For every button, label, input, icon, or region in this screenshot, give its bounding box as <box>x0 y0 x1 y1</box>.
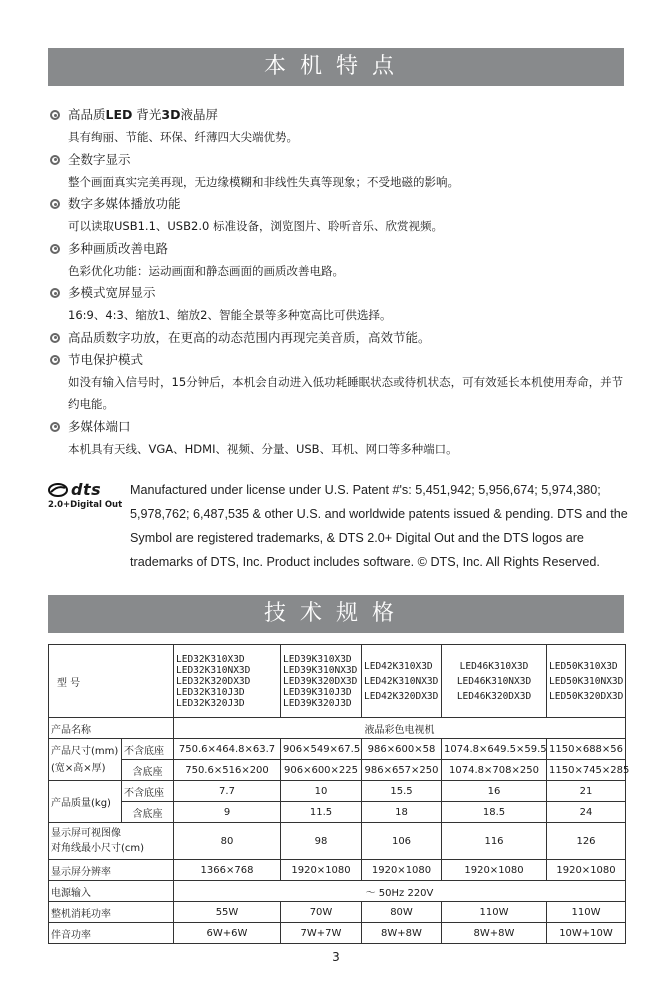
audio-value: 6W+6W <box>174 923 281 944</box>
weight-label: 产品质量(kg) <box>49 781 122 823</box>
table-row <box>49 645 626 718</box>
weight-value: 7.7 <box>174 781 281 802</box>
weight-value: 21 <box>547 781 626 802</box>
no-base-label: 不含底座 <box>122 739 174 760</box>
table-row <box>49 739 626 760</box>
spec-table <box>48 644 630 944</box>
table-row <box>49 881 626 902</box>
table-row <box>49 781 626 802</box>
table-row <box>49 760 626 781</box>
table-row <box>49 823 626 860</box>
with-base-label: 含底座 <box>122 760 174 781</box>
size-value: 986×657×250 <box>362 760 442 781</box>
feature-desc: 具有绚丽、节能、环保、纤薄四大尖端优势。 <box>68 130 298 144</box>
dts-symbol-icon <box>48 483 68 497</box>
model-cell: LED42K310X3D LED42K310NX3D LED42K320DX3D <box>362 645 442 718</box>
feature-desc: 可以读取USB1.1、USB2.0 标准设备，浏览图片、聆听音乐、欣赏视频。 <box>68 219 443 233</box>
audio-label: 伴音功率 <box>49 923 174 944</box>
resolution-value: 1920×1080 <box>281 860 362 881</box>
diagonal-value: 98 <box>281 823 362 860</box>
with-base-label: 含底座 <box>122 802 174 823</box>
feature-title: 节电保护模式 <box>48 349 628 371</box>
bullet-icon <box>50 333 60 343</box>
feature-desc: 如没有输入信号时，15分钟后，本机会自动进入低功耗睡眠状态或待机状态，可有效延长本机使用寿命，并节约电能。 <box>68 374 624 411</box>
resolution-value: 1920×1080 <box>362 860 442 881</box>
ac-wave-icon: ～ <box>365 887 376 899</box>
dts-logo-word: dts <box>71 480 102 499</box>
diagonal-value: 106 <box>362 823 442 860</box>
audio-value: 8W+8W <box>442 923 547 944</box>
bullet-icon <box>50 355 60 365</box>
bullet-icon <box>50 422 60 432</box>
size-value: 1074.8×649.5×59.5 <box>442 739 547 760</box>
dts-logo <box>48 480 123 510</box>
product-name-value: 液晶彩色电视机 <box>174 718 626 739</box>
model-cell: LED50K310X3D LED50K310NX3D LED50K320DX3D <box>547 645 626 718</box>
weight-value: 9 <box>174 802 281 823</box>
consumption-value: 80W <box>362 902 442 923</box>
table-row <box>49 718 626 739</box>
power-input-value: ～ 50Hz 220V <box>174 881 626 902</box>
feature-title: 高品质LED 背光3D液晶屏 <box>48 104 628 126</box>
no-base-label: 不含底座 <box>122 781 174 802</box>
model-cell: LED39K310X3D LED39K310NX3D LED39K320DX3D LED39K310J3D LED39K320J3D <box>281 645 362 718</box>
resolution-value: 1920×1080 <box>547 860 626 881</box>
diagonal-value: 80 <box>174 823 281 860</box>
audio-value: 10W+10W <box>547 923 626 944</box>
section-title-specs: 技术规格 <box>48 595 624 633</box>
resolution-value: 1366×768 <box>174 860 281 881</box>
bullet-icon <box>50 199 60 209</box>
dts-license-text: Manufactured under license under U.S. Patent #'s: 5,451,942; 5,956,674; 5,974,380; 5,978,762; 6,487,535 & other U.S. and worldwide patents issued & pending. DTS and the Symbol are registered trademarks, & DTS 2.0+ Digital Out and the DTS logos are trademarks of DTS, Inc. Product includes software. © DTS, Inc. All Rights Reserved. <box>130 483 628 569</box>
size-value: 750.6×464.8×63.7 <box>174 739 281 760</box>
table-row <box>49 860 626 881</box>
diagonal-label: 显示屏可视图像 对角线最小尺寸(cm) <box>49 823 174 860</box>
diagonal-value: 126 <box>547 823 626 860</box>
weight-value: 18.5 <box>442 802 547 823</box>
model-cell: LED46K310X3D LED46K310NX3D LED46K320DX3D <box>442 645 547 718</box>
size-value: 1074.8×708×250 <box>442 760 547 781</box>
size-value: 1150×688×56 <box>547 739 626 760</box>
size-value: 986×600×58 <box>362 739 442 760</box>
diagonal-value: 116 <box>442 823 547 860</box>
size-value: 1150×745×285 <box>547 760 626 781</box>
model-label: 型 号 <box>49 645 174 718</box>
weight-value: 15.5 <box>362 781 442 802</box>
table-row <box>49 923 626 944</box>
size-value: 750.6×516×200 <box>174 760 281 781</box>
consumption-value: 55W <box>174 902 281 923</box>
section-title-features: 本机特点 <box>48 48 624 86</box>
consumption-value: 110W <box>547 902 626 923</box>
consumption-label: 整机消耗功率 <box>49 902 174 923</box>
feature-title: 全数字显示 <box>48 149 628 171</box>
weight-value: 16 <box>442 781 547 802</box>
feature-desc: 16:9、4:3、缩放1、缩放2、智能全景等多种宽高比可供选择。 <box>68 308 392 322</box>
features-list <box>48 104 628 460</box>
model-cell: LED32K310X3D LED32K310NX3D LED32K320DX3D LED32K310J3D LED32K320J3D <box>174 645 281 718</box>
feature-title: 多媒体端口 <box>48 416 628 438</box>
audio-value: 7W+7W <box>281 923 362 944</box>
table-row <box>49 902 626 923</box>
consumption-value: 70W <box>281 902 362 923</box>
power-input-label: 电源输入 <box>49 881 174 902</box>
table-row <box>49 802 626 823</box>
feature-desc: 本机具有天线、VGA、HDMI、视频、分量、USB、耳机、网口等多种端口。 <box>68 441 458 456</box>
resolution-value: 1920×1080 <box>442 860 547 881</box>
feature-desc: 色彩优化功能：运动画面和静态画面的画质改善电路。 <box>68 263 344 278</box>
weight-value: 18 <box>362 802 442 823</box>
consumption-value: 110W <box>442 902 547 923</box>
size-value: 906×549×67.5 <box>281 739 362 760</box>
dts-logo-sub: 2.0+Digital Out <box>48 500 123 510</box>
weight-value: 11.5 <box>281 802 362 823</box>
feature-title: 数字多媒体播放功能 <box>48 193 628 215</box>
weight-value: 24 <box>547 802 626 823</box>
feature-title: 高品质数字功放，在更高的动态范围内再现完美音质，高效节能。 <box>48 327 628 349</box>
page-number: 3 <box>332 950 340 964</box>
bullet-icon <box>50 110 60 120</box>
audio-value: 8W+8W <box>362 923 442 944</box>
feature-desc: 整个画面真实完美再现，无边缘模糊和非线性失真等现象；不受地磁的影响。 <box>68 174 459 189</box>
resolution-label: 显示屏分辨率 <box>49 860 174 881</box>
product-name-label: 产品名称 <box>49 718 174 739</box>
bullet-icon <box>50 288 60 298</box>
size-value: 906×600×225 <box>281 760 362 781</box>
feature-title: 多种画质改善电路 <box>48 238 628 260</box>
weight-value: 10 <box>281 781 362 802</box>
bullet-icon <box>50 244 60 254</box>
size-label: 产品尺寸(mm) (宽×高×厚) <box>49 739 122 781</box>
bullet-icon <box>50 155 60 165</box>
feature-title: 多模式宽屏显示 <box>48 282 628 304</box>
